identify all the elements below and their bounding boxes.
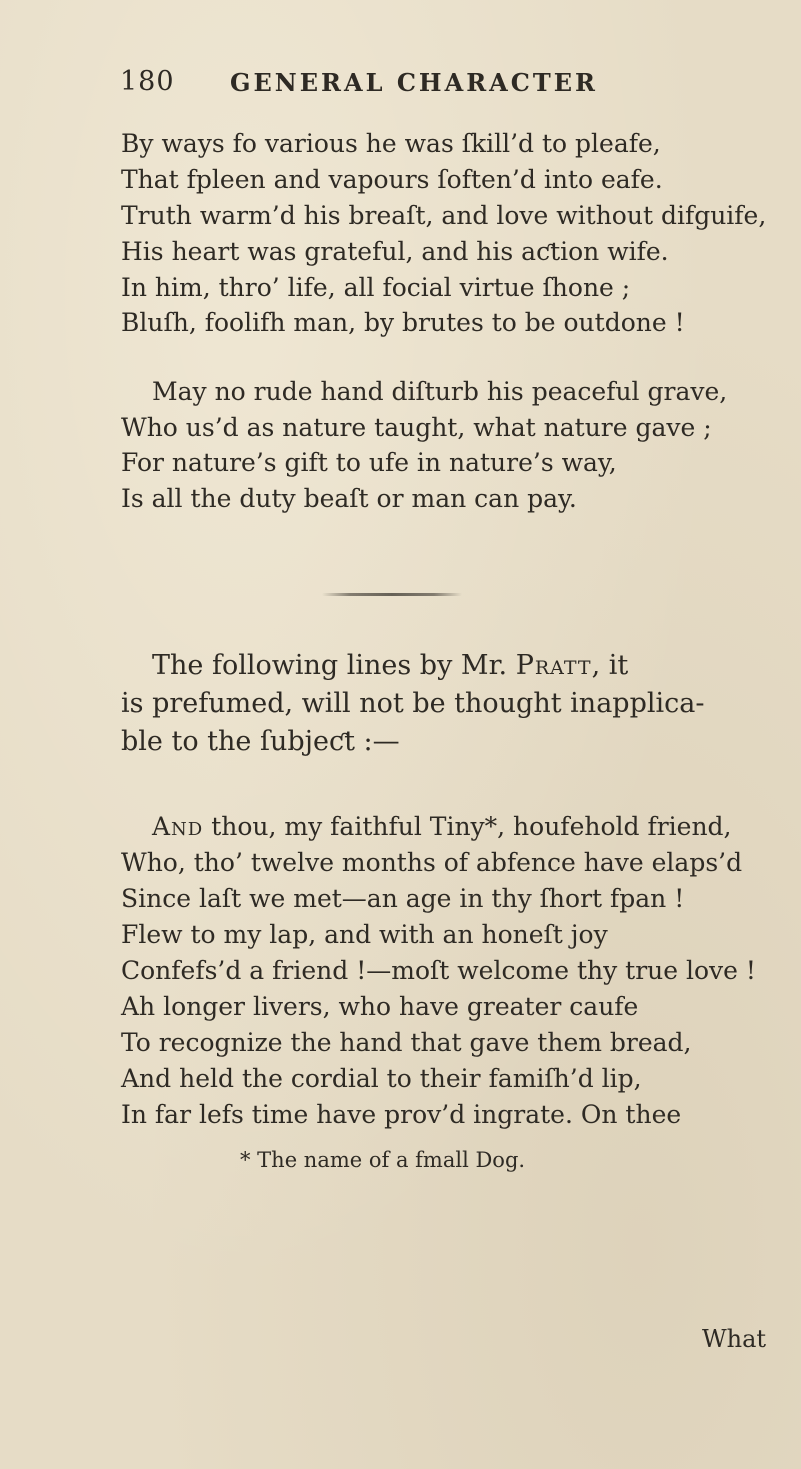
section-divider (322, 593, 462, 596)
verse-line: And held the cordial to their famiſh’d lip, (121, 1064, 642, 1093)
intro-line: ble to the ſubjeƈt :— (121, 726, 400, 757)
verse-line: His heart was grateful, and his aƈtion wife. (121, 237, 669, 266)
running-head: GENERAL CHARACTER (230, 68, 598, 97)
page-header (120, 66, 640, 106)
verse-line: Confefs’d a friend !—moſt welcome thy true love ! (121, 956, 756, 985)
verse-line: Who us’d as nature taught, what nature gave ; (121, 413, 712, 442)
verse-line: Is all the duty beaſt or man can pay. (121, 484, 577, 513)
author-name: Pratt (515, 650, 592, 681)
catchword: What (702, 1325, 767, 1353)
first-line-rest: thou, my faithful Tiny*, houfehold friend, (211, 812, 732, 841)
intro-line-start: The following lines by Mr. (152, 650, 508, 681)
intro-line-end: , it (591, 650, 629, 681)
verse-line: By ways fo various he was ſkill’d to pleafe, (121, 129, 661, 158)
verse-line: That fpleen and vapours ſoften’d into eafe. (121, 165, 663, 194)
footnote: * The name of a fmall Dog. (240, 1148, 526, 1172)
intro-line (152, 650, 628, 682)
first-word: And (152, 812, 204, 841)
verse-line: In far lefs time have prov’d ingrate. On thee (121, 1100, 682, 1129)
verse-line: For nature’s gift to ufe in nature’s way, (121, 448, 617, 477)
verse-line: May no rude hand diſturb his peaceful grave, (152, 377, 728, 406)
verse-line: Flew to my lap, and with an honeſt joy (121, 920, 608, 949)
verse-line: Ah longer livers, who have greater caufe (121, 992, 639, 1021)
verse-line (152, 811, 732, 843)
page-number: 180 (120, 66, 175, 97)
verse-line: To recognize the hand that gave them bread, (121, 1028, 692, 1057)
verse-line: Who, tho’ twelve months of abfence have elaps’d (121, 848, 743, 877)
verse-line: Truth warm’d his breaſt, and love without difguife, (121, 201, 767, 230)
verse-line: In him, thro’ life, all focial virtue ſhone ; (121, 273, 631, 302)
intro-line: is prefumed, will not be thought inapplica- (121, 688, 705, 719)
verse-line: Bluſh, foolifh man, by brutes to be outdone ! (121, 308, 685, 337)
verse-line: Since laſt we met—an age in thy ſhort fpan ! (121, 884, 685, 913)
